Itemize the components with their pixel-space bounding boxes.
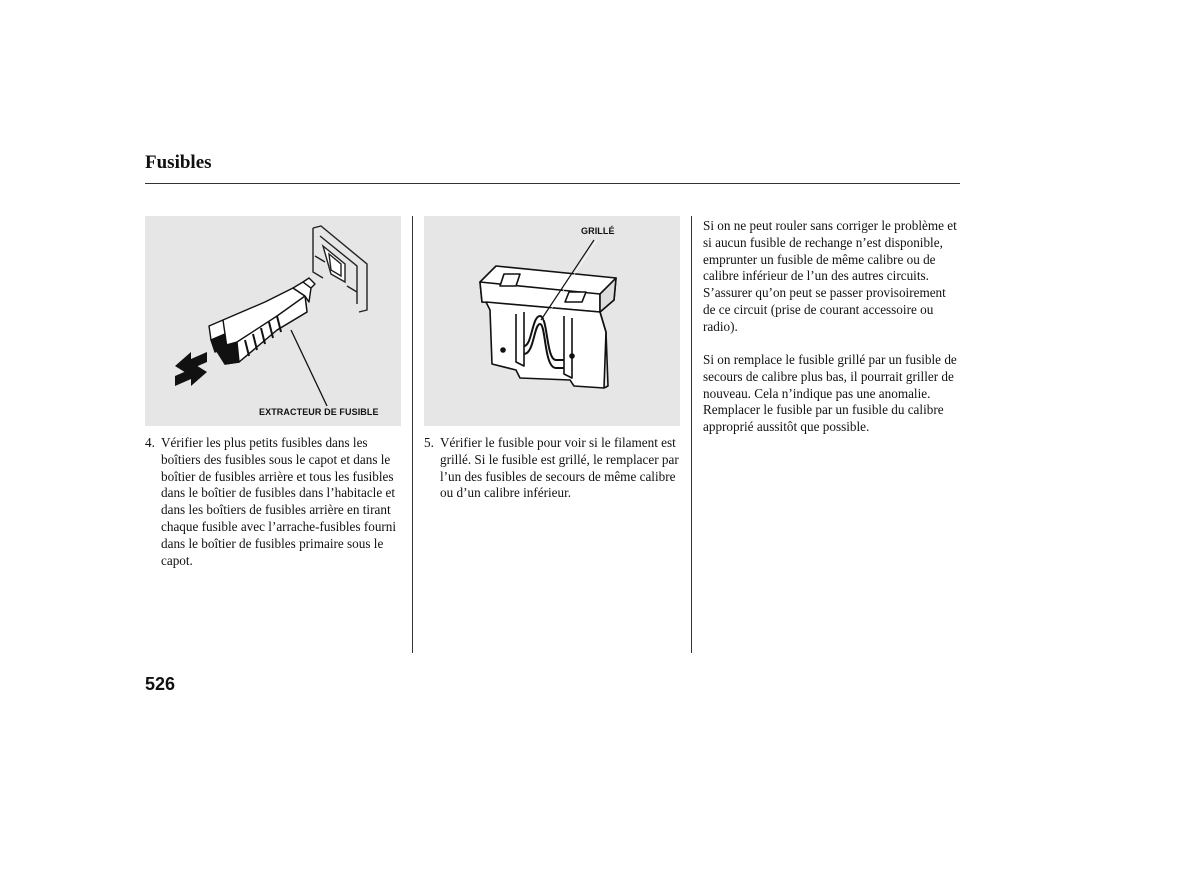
step-4-text: Vérifier les plus petits fusibles dans les boîtiers des fusibles sous le capot et dans le boîtier de fusibles arrière et tous les fusibles dans le boîtier de fusibles dans l’habitacle et dans les boîtiers de fusibles arrière en tirant chaque fusible avec l’arrache-fusibles fourni dans le boîtier de fusibles primaire sous le capot. bbox=[161, 435, 397, 568]
page-title: Fusibles bbox=[145, 152, 212, 173]
blown-fuse-label: GRILLÉ bbox=[581, 226, 615, 236]
step-4-number: 4. bbox=[145, 435, 155, 450]
step-5-text: Vérifier le fusible pour voir si le filament est grillé. Si le fusible est grillé, le remplacer par l’un des fusibles de secours de même calibre ou d’un calibre inférieur. bbox=[440, 435, 679, 501]
page-number: 526 bbox=[145, 674, 176, 694]
title-rule bbox=[145, 183, 960, 184]
column-divider-2 bbox=[691, 216, 692, 653]
blown-fuse-figure bbox=[424, 216, 680, 426]
fuse-puller-label: EXTRACTEUR DE FUSIBLE bbox=[259, 407, 379, 417]
right-paragraph-1: Si on ne peut rouler sans corriger le problème et si aucun fusible de rechange n’est disponible, emprunter un fusible de même calibre ou de calibre inférieur de l’un des autres circuits. S’assurer qu’on peut se passer provisoirement de ce circuit (prise de courant accessoire ou radio). bbox=[703, 218, 957, 334]
step-5-number: 5. bbox=[424, 435, 434, 450]
fuse-puller-figure bbox=[145, 216, 401, 426]
right-paragraph-2: Si on remplace le fusible grillé par un fusible de secours de calibre plus bas, il pourrait griller de nouveau. Cela n’indique pas une anomalie. Remplacer le fusible par un fusible du calibre approprié aussitôt que possible. bbox=[703, 352, 957, 435]
fuse-puller-illustration-icon bbox=[145, 216, 401, 426]
column-divider-1 bbox=[412, 216, 413, 653]
blown-fuse-illustration-icon bbox=[424, 216, 680, 426]
